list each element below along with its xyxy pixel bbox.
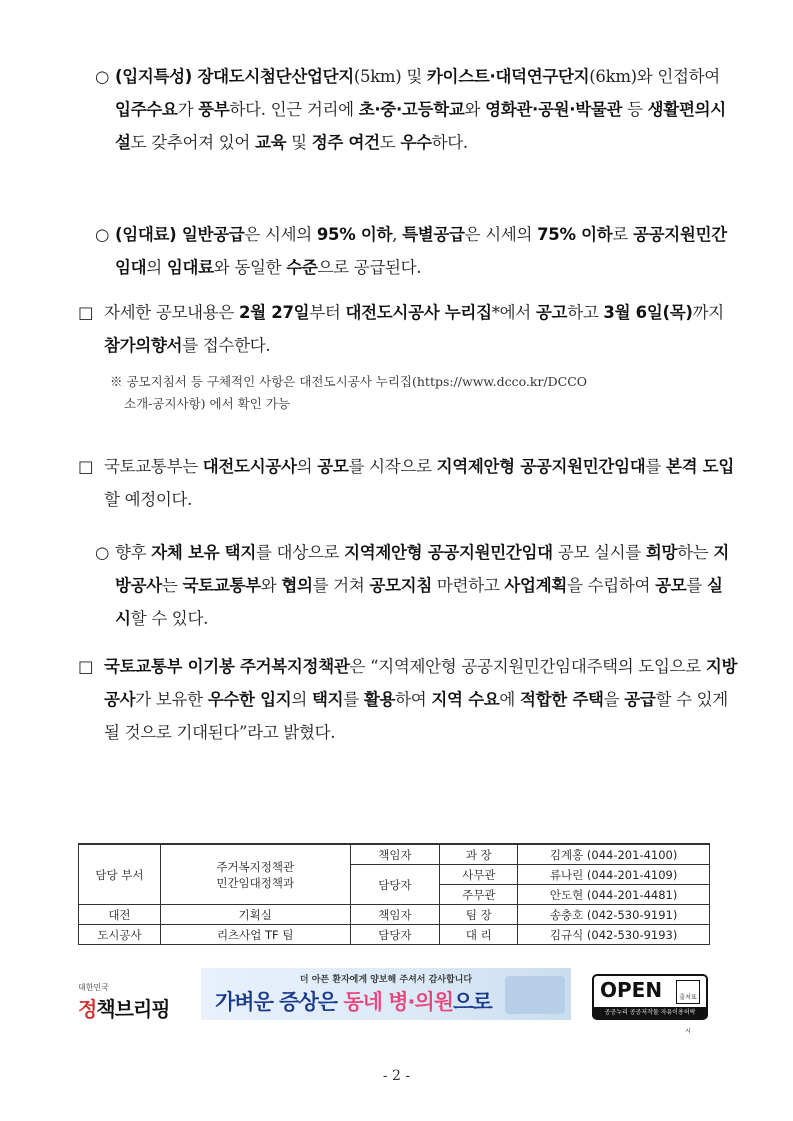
body-text: 는 bbox=[161, 576, 183, 595]
role-cell: 담당자 bbox=[350, 925, 440, 945]
body-text: , bbox=[392, 225, 403, 244]
banner-headline bbox=[215, 986, 492, 1016]
department-name-cell: 리츠사업 TF 팀 bbox=[160, 925, 350, 945]
body-text: 은 시세의 bbox=[464, 225, 538, 244]
body-text: 자세한 공모내용은 bbox=[104, 303, 240, 322]
emphasis-text: 우수 bbox=[400, 133, 432, 152]
body-text: 할 수 있다. bbox=[130, 609, 209, 628]
banner-headline-part: 으로 bbox=[453, 990, 492, 1014]
footnote-line-2: 소개-공지사항) 에서 확인 가능 bbox=[124, 396, 290, 411]
body-text: 하는 bbox=[677, 543, 714, 562]
emphasis-text: 공모 bbox=[317, 457, 349, 476]
emphasis-text: 지역 수요 bbox=[431, 690, 500, 709]
emphasis-text: 적합한 주택 bbox=[519, 690, 604, 709]
contact-row bbox=[79, 925, 710, 945]
department-line-1: 주거복지정책관 bbox=[216, 859, 295, 874]
body-text: 로 bbox=[612, 225, 634, 244]
emphasis-text: 활용 bbox=[363, 690, 396, 709]
policy-briefing-logo[interactable] bbox=[78, 982, 170, 1022]
contact-row bbox=[79, 905, 710, 925]
footer-banners bbox=[78, 968, 718, 1035]
emphasis-text: 풍부 bbox=[198, 100, 230, 119]
emphasis-text: 특별공급 bbox=[402, 225, 465, 244]
emphasis-text: 우수한 입지 bbox=[207, 690, 292, 709]
emphasis-text: 지방공사 bbox=[104, 657, 738, 709]
attribution-label: 출처표시 bbox=[679, 994, 697, 1035]
emphasis-text: 대전도시공사 bbox=[202, 457, 297, 476]
body-text: 향후 bbox=[115, 543, 152, 562]
title-cell: 주무관 bbox=[440, 885, 518, 905]
body-text: 국토교통부는 bbox=[104, 457, 203, 476]
bullet-marker: ○ bbox=[95, 543, 110, 562]
open-badge-footer: 공공누리 공공저작물 자유이용허락 bbox=[594, 1007, 706, 1018]
body-text: 하다. bbox=[431, 133, 468, 152]
body-text: 을 bbox=[603, 690, 625, 709]
attribution-icon bbox=[676, 980, 700, 1035]
emphasis-text: 교육 bbox=[254, 133, 287, 152]
logo-title bbox=[78, 997, 170, 1021]
emphasis-text: 공고 bbox=[535, 303, 568, 322]
department-name-cell: 기획실 bbox=[160, 905, 350, 925]
body-text: 등 bbox=[622, 100, 648, 119]
body-text: 에 bbox=[499, 690, 520, 709]
emphasis-text: 3월 6일(목) bbox=[603, 303, 693, 322]
banner-subtitle: 더 아픈 환자에게 양보해 주셔서 감사합니다 bbox=[299, 975, 473, 985]
body-text: 하다. 인근 거리에 bbox=[229, 100, 359, 119]
body-text: 하여 bbox=[395, 690, 432, 709]
body-text: 를 시작으로 bbox=[348, 457, 437, 476]
emphasis-text: 초·중·고등학교 bbox=[358, 100, 465, 119]
body-text: 를 대상으로 bbox=[255, 543, 345, 562]
body-text: 은 시세의 bbox=[244, 225, 317, 244]
emphasis-text: 공공지원민간임대 bbox=[115, 225, 727, 277]
emphasis-text: 공급 bbox=[624, 690, 656, 709]
emphasis-text: 본격 도입 bbox=[665, 457, 734, 476]
body-text: 까지 bbox=[692, 303, 724, 322]
emphasis-text: 국토교통부 bbox=[182, 576, 261, 595]
open-badge-word: OPEN bbox=[600, 978, 663, 1002]
emphasis-text: (임대료) 일반공급 bbox=[115, 225, 245, 244]
open-license-badge[interactable] bbox=[592, 974, 708, 1035]
body-text: 의 bbox=[146, 258, 167, 277]
contact-cell: 김계홍 (044-201-4100) bbox=[518, 844, 710, 865]
department-cell: 대전 bbox=[79, 905, 161, 925]
body-text: 를 접수한다. bbox=[182, 336, 271, 355]
body-text: 할 예정이다. bbox=[104, 490, 193, 509]
paragraph bbox=[95, 536, 738, 635]
emphasis-text: 국토교통부 이기봉 주거복지정책관 bbox=[104, 657, 350, 676]
body-text: 와 bbox=[464, 100, 486, 119]
role-cell: 책임자 bbox=[350, 844, 440, 865]
department-cell: 도시공사 bbox=[79, 925, 161, 945]
bullet-marker: □ bbox=[78, 457, 94, 476]
emphasis-text: 사업계획 bbox=[504, 576, 567, 595]
bullet-marker: □ bbox=[78, 303, 94, 322]
paragraph bbox=[95, 60, 738, 159]
emphasis-text: (입지특성) 장대도시첨단산업단지 bbox=[115, 67, 354, 86]
contact-cell: 송충호 (042-530-9191) bbox=[518, 905, 710, 925]
emphasis-text: 대전도시공사 누리집 bbox=[345, 303, 492, 322]
emphasis-text: 영화관·공원·박물관 bbox=[485, 100, 623, 119]
body-text: (5km) 및 bbox=[353, 67, 427, 86]
body-text: 할 수 있게 될 것으로 기대된다”라고 밝혔다. bbox=[104, 690, 728, 742]
campaign-banner[interactable] bbox=[201, 968, 571, 1020]
emphasis-text: 지역제안형 공공지원민간임대 bbox=[344, 543, 553, 562]
title-cell: 사무관 bbox=[440, 865, 518, 885]
department-name-cell bbox=[160, 844, 350, 905]
emphasis-text: 협의 bbox=[281, 576, 313, 595]
body-text: 를 bbox=[343, 690, 364, 709]
page-number: - 2 - bbox=[382, 1068, 411, 1084]
title-cell: 대 리 bbox=[440, 925, 518, 945]
body-text: 공모 실시를 bbox=[552, 543, 646, 562]
emphasis-text: 95% 이하 bbox=[316, 225, 393, 244]
role-cell: 책임자 bbox=[350, 905, 440, 925]
paragraph bbox=[95, 218, 738, 284]
logo-title-accent: 정 bbox=[78, 997, 97, 1021]
body-text: 를 bbox=[645, 457, 666, 476]
body-text: 가 bbox=[177, 100, 199, 119]
emphasis-text: 75% 이하 bbox=[537, 225, 613, 244]
emphasis-text: 입주수요 bbox=[115, 100, 178, 119]
body-text: 으로 공급된다. bbox=[317, 258, 422, 277]
emphasis-text: 참가의향서 bbox=[104, 336, 183, 355]
banner-headline-highlight: 동네 병·의원 bbox=[343, 990, 454, 1014]
body-text: 가 보유한 bbox=[135, 690, 208, 709]
footnote-line-1: ※ 공모지침서 등 구체적인 사항은 대전도시공사 누리집(https://www.dcco.kr/DCCO bbox=[110, 374, 588, 389]
emphasis-text: 희망 bbox=[645, 543, 678, 562]
body-text: 은 “지역제안형 공공지원민간임대주택의 도입으로 bbox=[349, 657, 706, 676]
emphasis-text: 지역제안형 공공지원민간임대 bbox=[436, 457, 646, 476]
contact-cell: 류나린 (044-201-4109) bbox=[518, 865, 710, 885]
paragraph bbox=[78, 296, 744, 362]
banner-illustration bbox=[505, 976, 565, 1014]
body-text: 의 bbox=[291, 690, 312, 709]
body-text: 도 갖추어져 있어 bbox=[130, 133, 255, 152]
emphasis-text: 공모지침 bbox=[369, 576, 432, 595]
body-text: 를 거쳐 bbox=[312, 576, 370, 595]
title-cell: 팀 장 bbox=[440, 905, 518, 925]
body-text: *에서 bbox=[491, 303, 536, 322]
emphasis-text: 2월 27일 bbox=[239, 303, 310, 322]
emphasis-text: 정주 여건 bbox=[311, 133, 380, 152]
emphasis-text: 택지 bbox=[311, 690, 344, 709]
emphasis-text: 카이스트·대덕연구단지 bbox=[426, 67, 590, 86]
bullet-marker: ○ bbox=[95, 225, 110, 244]
paragraph bbox=[78, 450, 744, 516]
body-text: 하고 bbox=[567, 303, 604, 322]
bullet-marker: ○ bbox=[95, 67, 110, 86]
role-cell: 담당자 bbox=[350, 865, 440, 905]
body-text: 와 bbox=[260, 576, 282, 595]
body-text: 의 bbox=[296, 457, 318, 476]
banner-headline-part: 가벼운 증상은 bbox=[215, 990, 344, 1014]
logo-subtitle: 대한민국 bbox=[78, 983, 109, 992]
body-text: 를 bbox=[686, 576, 707, 595]
department-line-2: 민간임대정책과 bbox=[216, 875, 295, 890]
emphasis-text: 공모 bbox=[655, 576, 687, 595]
body-text: (6km)와 인접하여 bbox=[589, 67, 720, 86]
body-text: 마련하고 bbox=[431, 576, 505, 595]
contact-table bbox=[78, 843, 710, 945]
emphasis-text: 지방공사 bbox=[115, 543, 730, 595]
title-cell: 과 장 bbox=[440, 844, 518, 865]
logo-title-rest: 책브리핑 bbox=[96, 997, 170, 1021]
body-text: 도 bbox=[379, 133, 401, 152]
body-text: 와 동일한 bbox=[213, 258, 287, 277]
contact-cell: 김규식 (042-530-9193) bbox=[518, 925, 710, 945]
contact-row bbox=[79, 844, 710, 865]
body-text: 부터 bbox=[309, 303, 346, 322]
footnote bbox=[110, 371, 730, 415]
emphasis-text: 수준 bbox=[286, 258, 318, 277]
body-text: 을 수립하여 bbox=[566, 576, 656, 595]
body-text: 및 bbox=[286, 133, 312, 152]
department-cell: 담당 부서 bbox=[79, 844, 161, 905]
contact-cell: 안도현 (044-201-4481) bbox=[518, 885, 710, 905]
emphasis-text: 임대료 bbox=[166, 258, 214, 277]
emphasis-text: 실시 bbox=[115, 576, 723, 628]
emphasis-text: 생활편의시설 bbox=[115, 100, 726, 152]
paragraph bbox=[78, 650, 744, 749]
emphasis-text: 자체 보유 택지 bbox=[151, 543, 256, 562]
bullet-marker: □ bbox=[78, 657, 94, 676]
